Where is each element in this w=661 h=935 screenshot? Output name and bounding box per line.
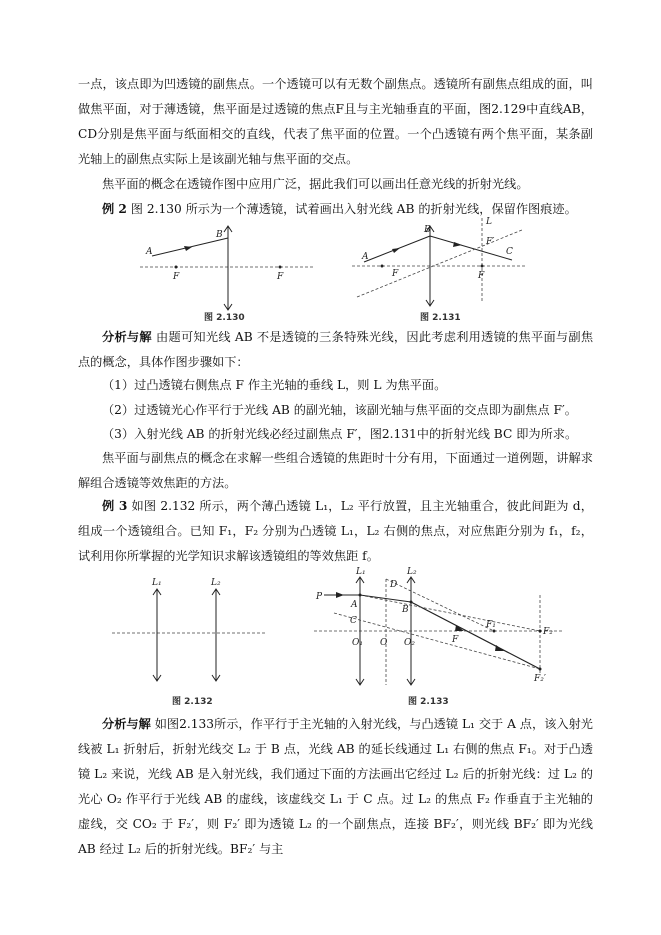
label-F2-prime: F₂′ [534,674,546,684]
analysis-2 [78,712,593,862]
label-F: F [452,635,459,645]
figure-2-131 [352,212,527,322]
label-C: C [506,247,513,257]
label-L2: L₂ [407,567,417,577]
figure-2-133 [314,565,564,690]
label-O1: O₁ [352,638,363,648]
label-F2: F₂ [543,627,553,637]
figure-2-130-svg [140,222,315,322]
label-L1: L₁ [356,567,366,577]
analysis-1-text: 由题可知光线 AB 不是透镜的三条特殊光线，因此考虑利用透镜的焦平面与副焦点的概念，具体作图步骤如下： [78,330,594,369]
label-B: B [402,605,409,615]
label-F-left: F [173,272,180,282]
step-2: （2）过透镜光心作平行于光线 AB 的副光轴，该副光轴与焦平面的交点即为副焦点 F′。 [102,403,577,417]
example-3 [78,494,593,569]
label-O2: O₂ [404,638,415,648]
example-2-text: 图 2.130 所示为一个薄透镜，试着画出入射光线 AB 的折射光线，保留作图痕迹。 [130,202,577,216]
label-D: D [390,580,398,590]
figure-2-131-svg [352,212,527,322]
figure-2-132 [112,575,267,687]
analysis-1 [78,325,593,375]
analysis-2-label: 分析与解 [102,717,151,731]
label-F-right: F [277,272,284,282]
example-3-label: 例 3 [102,499,128,513]
example-3-text: 如图 2.132 所示，两个薄凸透镜 L₁，L₂ 平行放置，且主光轴重合，彼此间距为 d，组成一个透镜组合。已知 F₁，F₂ 分别为凸透镜 L₁，L₂ 右侧的焦点，对应焦距分别为 f₁，f₂，试利用你所掌握的光学知识求解该透镜组的等效焦距 f。 [78,499,593,563]
analysis-1-label: 分析与解 [102,330,152,344]
label-B: B [216,230,223,240]
caption-2-133: 图 2.133 [408,697,449,707]
label-C: C [350,616,357,626]
paragraph-application: 焦平面的概念在透镜作图中应用广泛，据此我们可以画出任意光线的折射光线。 [102,177,529,191]
label-F-prime: F′ [486,237,495,247]
label-A: A [146,247,153,257]
step-3: （3）入射光线 AB 的折射光线必经过副焦点 F′，图2.131中的折射光线 BC 即为所求。 [102,427,578,441]
label-F-left: F [392,269,399,279]
label-O: O [380,638,388,648]
paragraph-combination: 焦平面与副焦点的概念在求解一些组合透镜的焦距时十分有用，下面通过一道例题，讲解求解组合透镜等效焦距的方法。 [78,451,593,490]
step-1: （1）过凸透镜右侧焦点 F 作主光轴的垂线 L，则 L 为焦平面。 [102,378,447,392]
label-L2: L₂ [211,578,221,588]
label-F-right: F [478,271,485,281]
paragraph-focal-plane: 一点，该点即为凹透镜的副焦点。一个透镜可以有无数个副焦点。透镜所有副焦点组成的面，叫做焦平面，对于薄透镜，焦平面是过透镜的焦点F且与主光轴垂直的平面，图2.129中直线AB，CD分别是焦平面与纸面相交的直线，代表了焦平面的位置。一个凸透镜有两个焦平面，某条副光轴上的副焦点实际上是该副光轴与焦平面的交点。 [78,77,593,166]
label-L: L [486,217,492,227]
label-L1: L₁ [152,578,162,588]
example-2-label: 例 2 [102,202,127,216]
caption-2-132: 图 2.132 [172,697,213,707]
caption-2-130: 图 2.130 [204,313,245,323]
label-A: A [362,252,369,262]
figure-2-133-svg [314,565,564,690]
label-A: A [351,600,358,610]
caption-2-131: 图 2.131 [420,313,461,323]
label-B: B [424,225,431,235]
figure-2-130 [140,222,315,322]
label-P: P [316,592,323,602]
figure-2-132-svg [112,575,267,687]
analysis-2-text: 如图2.133所示，作平行于主光轴的入射光线，与凸透镜 L₁ 交于 A 点，该入射光线被 L₁ 折射后，折射光线交 L₂ 于 B 点，光线 AB 的延长线通过 L₁ 右侧的焦点 F₁。对于凸透镜 L₂ 来说，光线 AB 是入射光线，我们通过下面的方法画出它经过 L₂ 后的折射光线：过 L₂ 的光心 O₂ 作平行于光线 AB 的虚线，该虚线交 L₁ 于 C 点。过 L₂ 的焦点 F₂ 作垂直于主光轴的虚线，交 CO₂ 于 F₂′，则 F₂′ 即为透镜 L₂ 的一个副焦点，连接 BF₂′，则光线 BF₂′ 即为光线 AB 经过 L₂ 后的折射光线。BF₂′ 与主 [78,717,593,856]
label-F1: F₁ [486,620,496,630]
